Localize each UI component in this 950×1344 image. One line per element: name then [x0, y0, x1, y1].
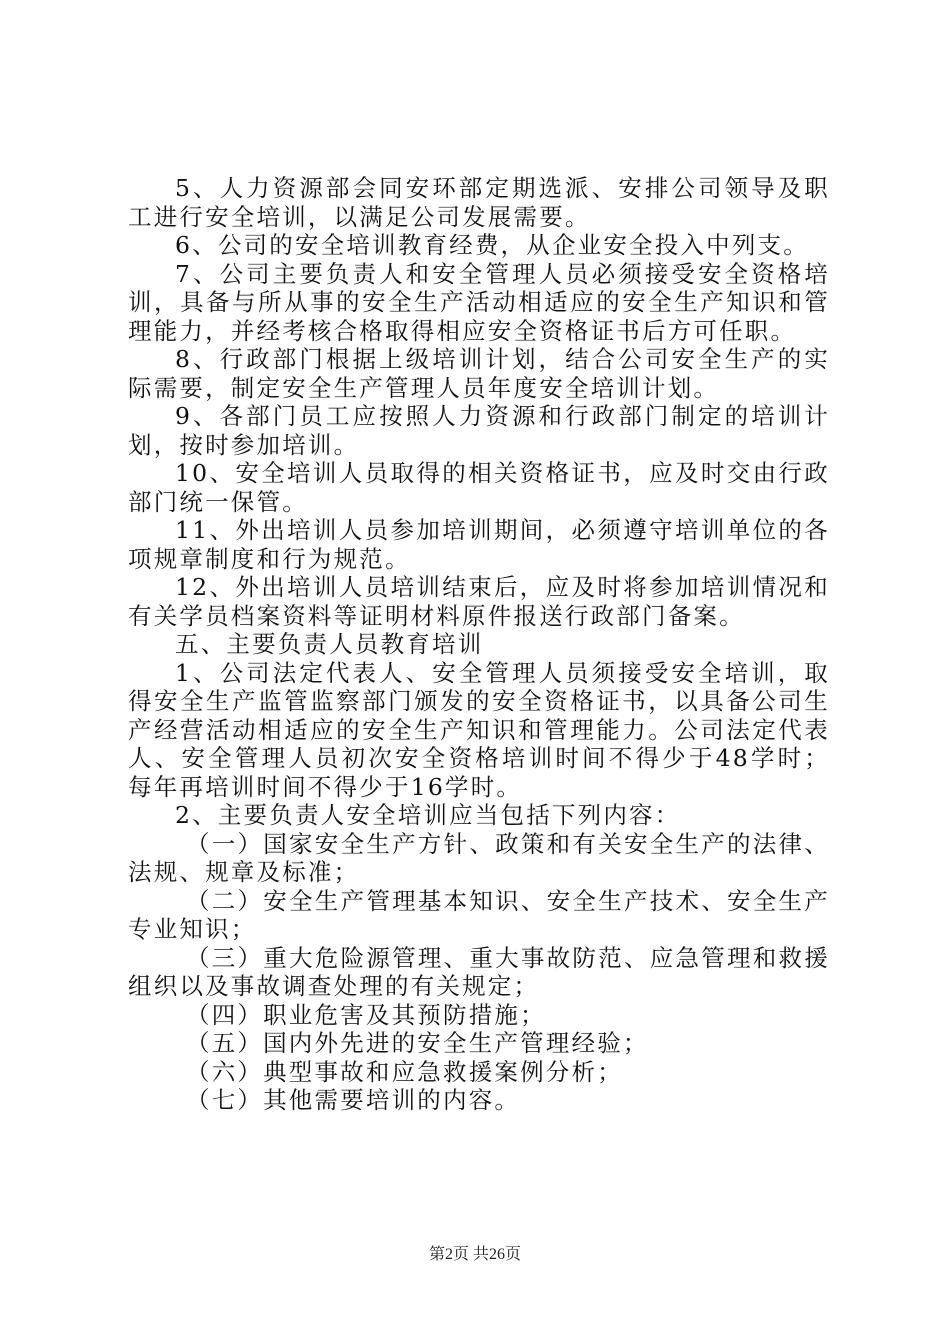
sub-item-5: （五）国内外先进的安全生产管理经验；: [186, 1029, 649, 1057]
page-number-footer: 第2页 共26页: [428, 1246, 521, 1263]
paragraph-item-2: 2、主要负责人安全培训应当包括下列内容：: [175, 801, 681, 829]
sub-item-3: （三）重大危险源管理、重大事故防范、应急管理和救援组织以及事故调查处理的有关规定；: [128, 943, 830, 1000]
paragraph-item-5: 5、人力资源部会同安环部定期选派、安排公司领导及职工进行安全培训，以满足公司发展需要。: [128, 174, 830, 231]
sub-item-4: （四）职业危害及其预防措施；: [186, 1000, 546, 1029]
sub-item-6: （六）典型事故和应急救援案例分析；: [186, 1057, 623, 1086]
paragraph-item-8: 8、行政部门根据上级培训计划，结合公司安全生产的实际需要，制定安全生产管理人员年度安全培训计划。: [128, 345, 830, 402]
paragraph-item-11: 11、外出培训人员参加培训期间，必须遵守培训单位的各项规章制度和行为规范。: [128, 516, 830, 573]
sub-item-2: （二）安全生产管理基本知识、安全生产技术、安全生产专业知识；: [128, 886, 830, 943]
sub-item-7: （七）其他需要培训的内容。: [186, 1086, 521, 1114]
paragraph-item-1: 1、公司法定代表人、安全管理人员须接受安全培训，取得安全生产监管监察部门颁发的安全资格证书，以具备公司生产经营活动相适应的安全生产知识和管理能力。公司法定代表人、安全管理人员初次安全资格培训时间不得少于48学时；每年再培训时间不得少于16学时。: [128, 658, 830, 801]
paragraph-item-6: 6、公司的安全培训教育经费，从企业安全投入中列支。: [175, 231, 809, 259]
paragraph-item-9: 9、各部门员工应按照人力资源和行政部门制定的培训计划，按时参加培训。: [128, 402, 830, 459]
section-heading: 五、主要负责人员教育培训: [175, 630, 484, 658]
document-body: [128, 174, 830, 1115]
paragraph-item-12: 12、外出培训人员培训结束后，应及时将参加培训情况和有关学员档案资料等证明材料原件报送行政部门备案。: [128, 573, 830, 630]
sub-item-1: （一）国家安全生产方针、政策和有关安全生产的法律、法规、规章及标准；: [128, 829, 830, 886]
paragraph-item-7: 7、公司主要负责人和安全管理人员必须接受安全资格培训，具备与所从事的安全生产活动相适应的安全生产知识和管理能力，并经考核合格取得相应安全资格证书后方可任职。: [128, 259, 830, 345]
paragraph-item-10: 10、安全培训人员取得的相关资格证书，应及时交由行政部门统一保管。: [128, 459, 830, 516]
